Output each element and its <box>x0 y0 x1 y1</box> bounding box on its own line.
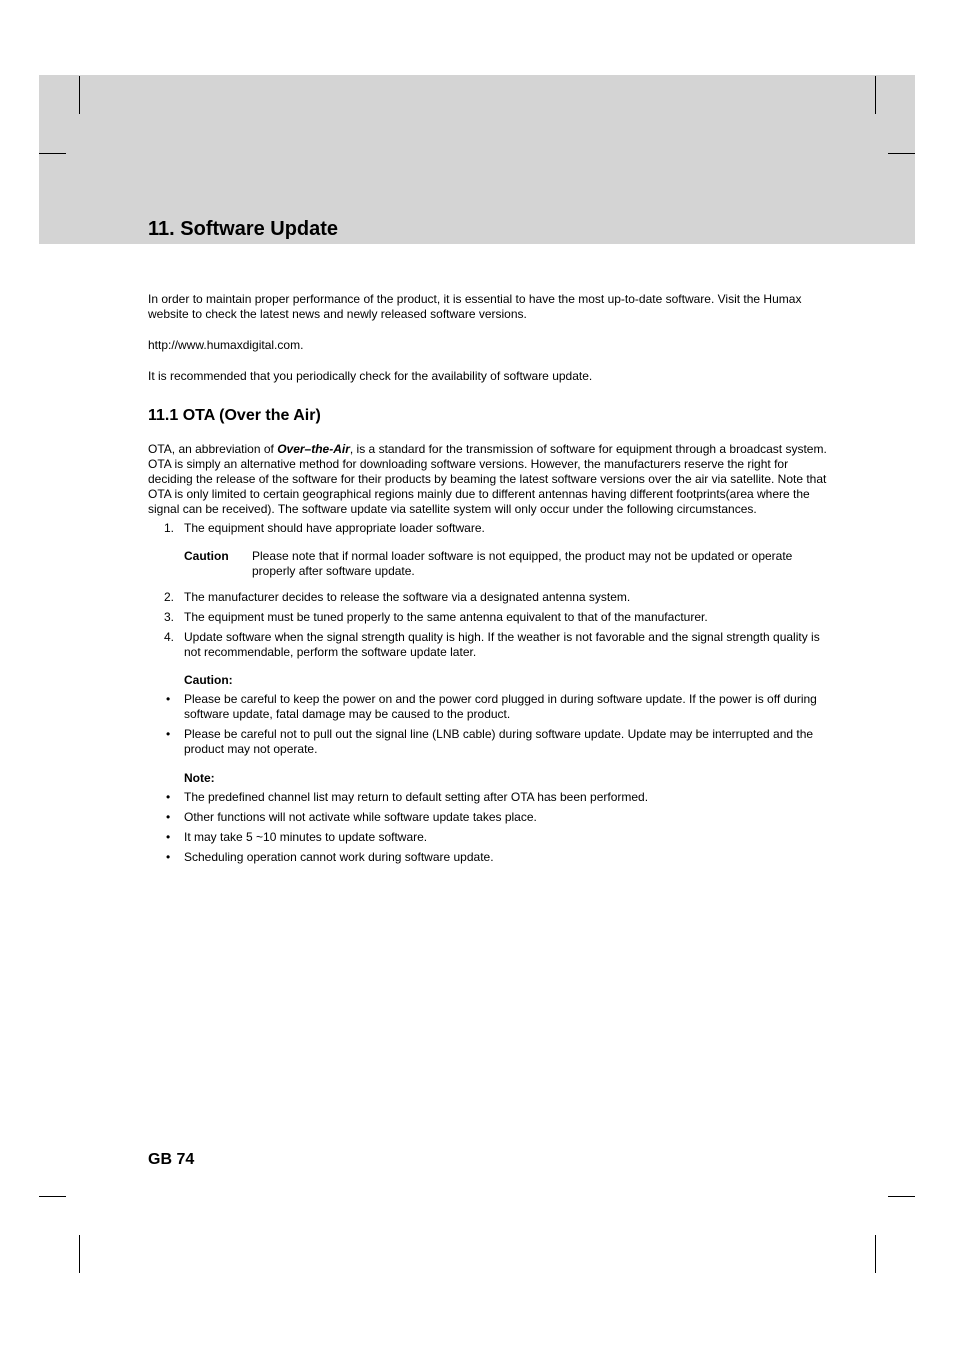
caution-text: Please note that if normal loader software is not equipped, the product may not be updated or operate properly after software update. <box>252 549 793 578</box>
bullet-glyph: • <box>166 692 171 706</box>
crop-mark <box>79 1235 80 1273</box>
caution-block <box>148 673 830 865</box>
caution-row <box>148 549 830 579</box>
page-content <box>148 292 830 870</box>
crop-mark <box>888 1196 915 1197</box>
note-item-text: The predefined channel list may return to default setting after OTA has been performed. <box>184 790 649 804</box>
ota-intro-prefix: OTA, an abbreviation of <box>148 442 278 456</box>
note-item-text: Scheduling operation cannot work during software update. <box>184 850 494 864</box>
list-item <box>148 810 830 825</box>
website-url: http://www.humaxdigital.com. <box>148 338 304 352</box>
bullet-glyph: • <box>166 810 171 824</box>
crop-mark <box>79 76 80 114</box>
list-item <box>148 610 830 625</box>
ota-intro-rest: , is a standard for the transmission of software for equipment through a broadcast system. OTA is simply an alternative method for downloading software versions. However, the manufacturers reserve the right for deciding the release of the software for their products by beaming the latest software versions over the air via satellite. Note that OTA is only limited to certain geographical regions mainly due to different antennas having different footprints(area where the signal can be received). The software update via satellite system will only occur under the following circumstances. <box>148 442 827 516</box>
bullet-glyph: • <box>166 830 171 844</box>
caution-list <box>148 692 830 757</box>
bullet-glyph: • <box>166 850 171 864</box>
list-item <box>148 830 830 845</box>
list-item <box>148 521 830 536</box>
step-text: The manufacturer decides to release the software via a designated antenna system. <box>184 590 631 604</box>
step-number: 1. <box>164 521 175 535</box>
recommendation-text: It is recommended that you periodically check for the availability of software update. <box>148 369 593 383</box>
ota-term-emphasis: Over–the-Air <box>277 442 350 456</box>
note-item-text: It may take 5 ~10 minutes to update software. <box>184 830 428 844</box>
section-title: 11.1 OTA (Over the Air) <box>148 407 321 424</box>
ota-steps-list <box>148 521 830 865</box>
crop-mark <box>875 1235 876 1273</box>
chapter-title: 11. Software Update <box>148 218 339 240</box>
step-text: The equipment must be tuned properly to the same antenna equivalent to that of the manufacturer. <box>184 610 708 624</box>
crop-mark <box>875 76 876 114</box>
bullet-glyph: • <box>166 790 171 804</box>
page-number: GB 74 <box>148 1151 195 1168</box>
list-item <box>148 850 830 865</box>
ota-intro-paragraph <box>148 442 830 517</box>
step-number: 4. <box>164 630 175 644</box>
caution-item-text: Please be careful to keep the power on and the power cord plugged in during software update. If the power is off during software update, fatal damage may be caused to the product. <box>184 692 817 721</box>
note-item-text: Other functions will not activate while software update takes place. <box>184 810 537 824</box>
caution-label: Caution <box>184 549 229 563</box>
crop-mark <box>39 153 66 154</box>
list-item <box>148 727 830 757</box>
caution-title: Caution: <box>184 673 233 687</box>
bullet-glyph: • <box>166 727 171 741</box>
step-text: The equipment should have appropriate loader software. <box>184 521 485 535</box>
step-number: 2. <box>164 590 175 604</box>
intro-paragraph: In order to maintain proper performance of the product, it is essential to have the most up-to-date software. Visit the Humax website to check the latest news and newly released software versions. <box>148 292 802 321</box>
list-item <box>148 590 830 605</box>
crop-mark <box>888 153 915 154</box>
note-list <box>148 790 830 865</box>
step-number: 3. <box>164 610 175 624</box>
list-item <box>148 630 830 660</box>
list-item <box>148 790 830 805</box>
step-text: Update software when the signal strength quality is high. If the weather is not favorable and the signal strength quality is not recommendable, perform the software update later. <box>184 630 820 659</box>
crop-mark <box>39 1196 66 1197</box>
caution-item-text: Please be careful not to pull out the signal line (LNB cable) during software update. Update may be interrupted and the product may not operate. <box>184 727 814 756</box>
note-title: Note: <box>184 771 215 785</box>
list-item <box>148 692 830 722</box>
